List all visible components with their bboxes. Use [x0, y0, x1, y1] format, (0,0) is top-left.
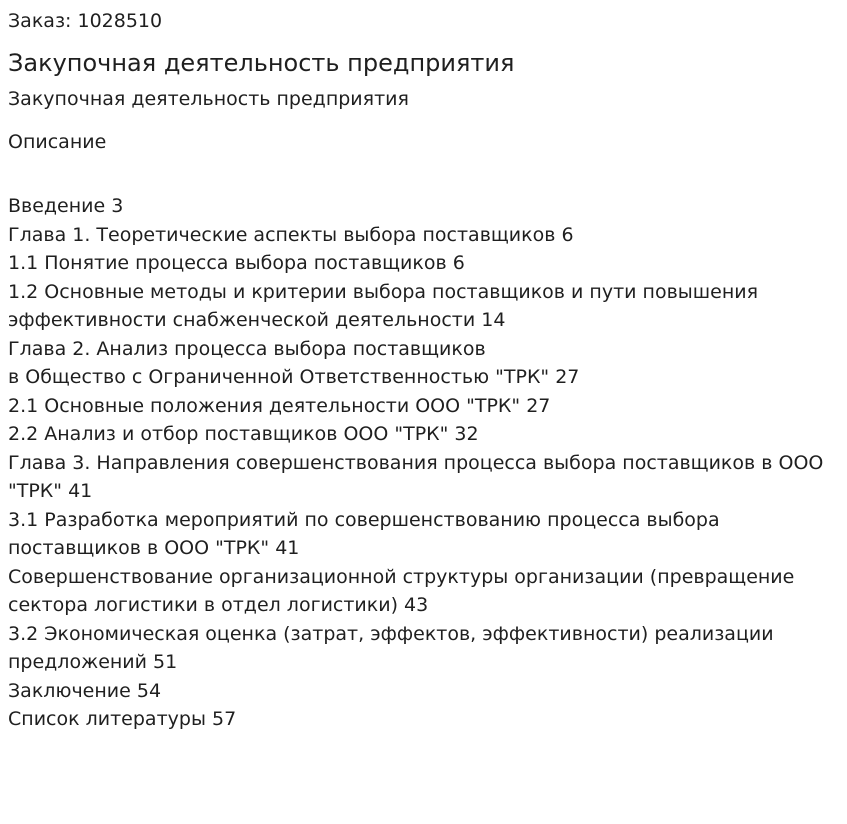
- toc-line: 3.1 Разработка мероприятий по совершенствованию процесса выбора: [8, 508, 720, 531]
- toc-line: 3.2 Экономическая оценка (затрат, эффектов, эффективности) реализации: [8, 622, 774, 645]
- table-of-contents: [8, 192, 839, 734]
- toc-line: "ТРК" 41: [8, 480, 93, 502]
- toc-line: Заключение 54: [8, 679, 162, 702]
- page-subtitle: Закупочная деятельность предприятия: [8, 88, 409, 110]
- order-number: Заказ: 1028510: [8, 10, 163, 32]
- toc-line: Введение 3: [8, 195, 124, 217]
- toc-line: 1.1 Понятие процесса выбора поставщиков 6: [8, 252, 465, 274]
- toc-line: Глава 2. Анализ процесса выбора поставщиков: [8, 337, 486, 360]
- toc-line: в Общество с Ограниченной Ответственностью "ТРК" 27: [8, 366, 580, 388]
- toc-line: предложений 51: [8, 651, 178, 673]
- toc-line: Глава 1. Теоретические аспекты выбора поставщиков 6: [8, 223, 574, 246]
- toc-line: Глава 3. Направления совершенствования процесса выбора поставщиков в ООО: [8, 451, 824, 474]
- description-heading: Описание: [8, 131, 107, 153]
- toc-line: Совершенствование организационной структуры организации (превращение: [8, 565, 795, 588]
- toc-line: сектора логистики в отдел логистики) 43: [8, 594, 429, 616]
- toc-line: 2.1 Основные положения деятельности ООО "ТРК" 27: [8, 394, 551, 417]
- toc-line: эффективности снабженческой деятельности 14: [8, 309, 506, 331]
- toc-line: поставщиков в ООО "ТРК" 41: [8, 537, 300, 559]
- toc-line: 1.2 Основные методы и критерии выбора поставщиков и пути повышения: [8, 280, 759, 303]
- toc-line: 2.2 Анализ и отбор поставщиков ООО "ТРК" 32: [8, 423, 479, 445]
- toc-line: Список литературы 57: [8, 708, 237, 730]
- page-title: Закупочная деятельность предприятия: [8, 49, 515, 77]
